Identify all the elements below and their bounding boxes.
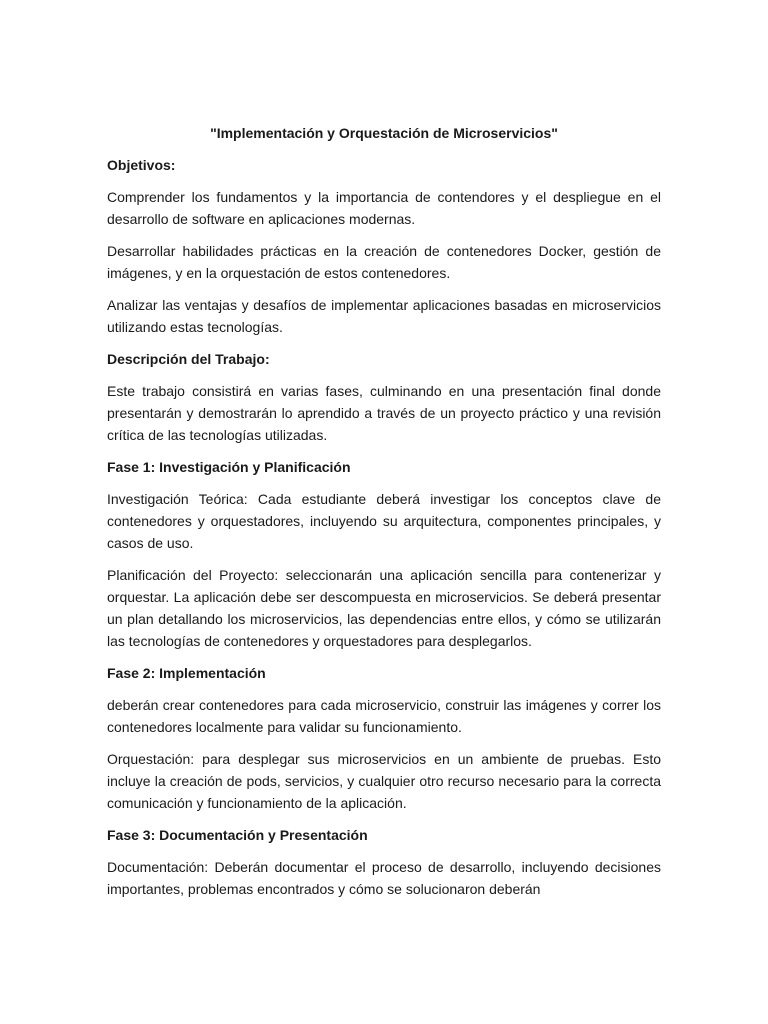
description-paragraph: Este trabajo consistirá en varias fases, culminando en una presentación final donde presentarán y demostrarán lo aprendido a través de un proyecto práctico y una revisión crítica de las tecnologías utilizadas. — [107, 383, 661, 443]
phase-1-paragraph-2: Planificación del Proyecto: seleccionarán una aplicación sencilla para contenerizar y orquestar. La aplicación debe ser descompuesta en microservicios. Se deberá presentar un plan detallando los microservicios, las dependencias entre ellos, y cómo se utilizarán las tecnologías de contenedores y orquestadores para desplegarlos. — [107, 567, 661, 649]
phase-2-paragraph-1: deberán crear contenedores para cada microservicio, construir las imágenes y correr los contenedores localmente para validar su funcionamiento. — [107, 697, 661, 735]
phase-2-paragraph-2: Orquestación: para desplegar sus microservicios en un ambiente de pruebas. Esto incluye la creación de pods, servicios, y cualquier otro recurso necesario para la correcta comunicación y funcionamiento de la aplicación. — [107, 751, 661, 811]
phase-3-paragraph-1: Documentación: Deberán documentar el proceso de desarrollo, incluyendo decisiones importantes, problemas encontrados y cómo se solucionaron deberán — [107, 859, 661, 897]
phase-2-heading: Fase 2: Implementación — [107, 665, 266, 681]
objective-paragraph-3: Analizar las ventajas y desafíos de implementar aplicaciones basadas en microservicios utilizando estas tecnologías. — [107, 297, 661, 335]
document-page — [107, 122, 661, 910]
phase-1-heading: Fase 1: Investigación y Planificación — [107, 459, 351, 475]
phase-1-paragraph-1: Investigación Teórica: Cada estudiante deberá investigar los conceptos clave de contenedores y orquestadores, incluyendo su arquitectura, componentes principales, y casos de uso. — [107, 491, 661, 551]
document-title: "Implementación y Orquestación de Microservicios" — [210, 125, 558, 141]
objectives-heading: Objetivos: — [107, 157, 176, 173]
description-heading: Descripción del Trabajo: — [107, 351, 270, 367]
phase-3-heading: Fase 3: Documentación y Presentación — [107, 827, 368, 843]
objective-paragraph-1: Comprender los fundamentos y la importancia de contendores y el despliegue en el desarrollo de software en aplicaciones modernas. — [107, 189, 661, 227]
objective-paragraph-2: Desarrollar habilidades prácticas en la creación de contenedores Docker, gestión de imágenes, y en la orquestación de estos contenedores. — [107, 243, 661, 281]
